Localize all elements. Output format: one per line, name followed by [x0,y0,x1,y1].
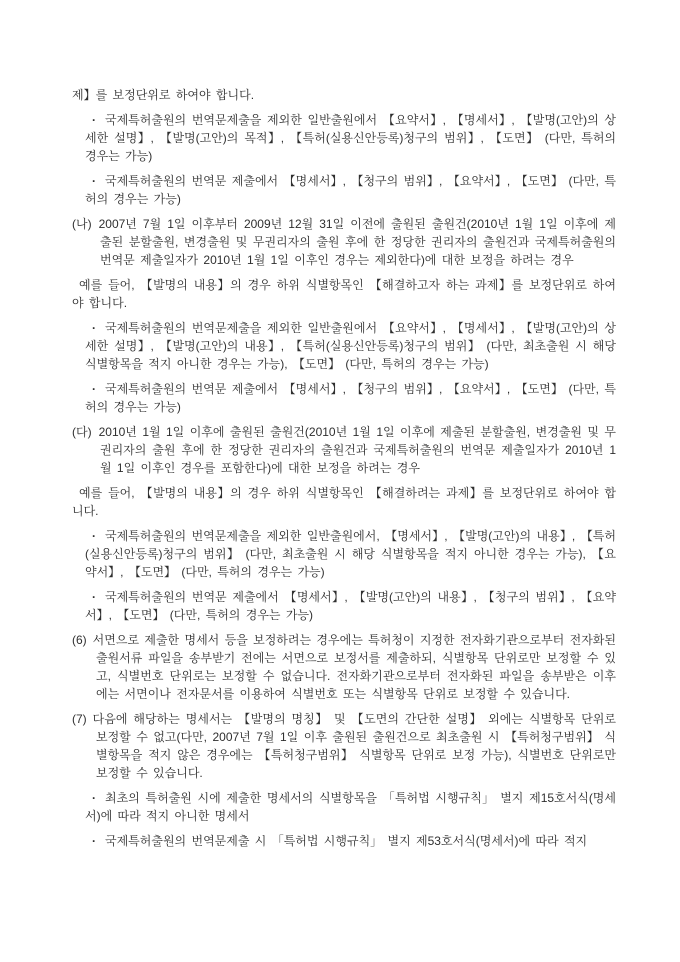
section-paragraph-da [72,423,616,477]
paragraph-text: 국제특허출원의 번역문 제출에서 【명세서】, 【청구의 범위】, 【요약서】, 【도면】 (다만, 특허의 경우는 가능) [85,382,616,414]
paragraph-text: 예를 들어, 【발명의 내용】의 경우 하위 식별항목인 【해결하려는 과제】를 보정단위로 하여야 합니다. [72,486,616,518]
section-label: (6) [72,633,87,647]
paragraph-text: 국제특허출원의 번역문 제출에서 【명세서】, 【청구의 범위】, 【요약서】, 【도면】 (다만, 특허의 경우는 가능) [85,174,616,206]
paragraph-text: 2007년 7월 1일 이후부터 2009년 12월 31일 이전에 출원된 출원건(2010년 1월 1일 이후에 제출된 분할출원, 변경출원 및 무권리자의 출원 후에 한 정당한 권리자의 출원건과 국제특허출원의 번역문 제출일자가 2010년 1월 1일 이후인 경우는 제외한다)에 대한 보정을 하려는 경우 [98,217,616,267]
paragraph-text: 예를 들어, 【발명의 내용】의 경우 하위 식별항목인 【해결하고자 하는 과제】를 보정단위로 하여야 합니다. [72,278,616,310]
paragraph-text: 2010년 1월 1일 이후에 출원된 출원건(2010년 1월 1일 이후에 제출된 분할출원, 변경출원 및 무권리자의 출원 후에 한 정당한 권리자의 출원건과 국제특허출원의 번역문 제출일자가 2010년 1월 1일 이후인 경우를 포함한다)에 대한 보정을 하려는 경우 [98,425,616,475]
paragraph-text: 제】를 보정단위로 하여야 합니다. [72,88,255,102]
paragraph-text: 다음에 해당하는 명세서는 【발명의 명칭】 및 【도면의 간단한 설명】 외에는 식별항목 단위로 보정할 수 없고(다만, 2007년 7월 1일 이후 출원된 출원건으로 최초출원 시 【특허청구범위】 식별항목을 적지 않은 경우에는 【특허청구범위】 식별항목 단위로 보정 가능), 식별번호 단위로만 보정할 수 있습니다. [92,712,616,780]
bullet-icon: · [92,174,96,188]
example-paragraph [72,276,616,312]
bullet-item [72,832,616,850]
section-label: (나) [72,217,92,231]
paragraph-text: 국제특허출원의 번역문 제출에서 【명세서】, 【발명(고안)의 내용】, 【청구의 범위】, 【요약서】, 【도면】 (다만, 특허의 경우는 가능) [85,590,616,622]
continuation-paragraph [72,86,616,104]
paragraph-text: 서면으로 제출한 명세서 등을 보정하려는 경우에는 특허청이 지정한 전자화기관으로부터 전자화된 출원서류 파일을 송부받기 전에는 서면으로 보정서를 제출하되, 식별항목 단위로만 보정할 수 있고, 식별번호 단위로는 보정할 수 없습니다. 전자화기관으로부터 전자화된 파일을 송부받은 이후에는 서면이나 전자문서를 이용하여 식별번호 또는 식별항목 단위로 보정할 수 있습니다. [92,633,616,701]
paragraph-text: 국제특허출원의 번역문제출을 제외한 일반출원에서 【요약서】, 【명세서】, 【발명(고안)의 상세한 설명】, 【발명(고안)의 내용】, 【특허(실용신안등록)청구의 범위】 (다만, 최초출원 시 해당 식별항목을 적지 아니한 경우는 가능), 【도면】 (다만, 특허의 경우는 가능) [85,321,616,371]
bullet-icon: · [92,382,96,396]
bullet-item [72,380,616,416]
bullet-icon: · [92,590,96,604]
paragraph-text: 국제특허출원의 번역문제출을 제외한 일반출원에서, 【명세서】, 【발명(고안)의 내용】, 【특허(실용신안등록)청구의 범위】 (다만, 최초출원 시 해당 식별항목을 적지 아니한 경우는 가능), 【요약서】, 【도면】 (다만, 특허의 경우는 가능) [85,529,616,579]
bullet-icon: · [92,113,96,127]
bullet-icon: · [92,529,96,543]
bullet-item [72,111,616,165]
bullet-item [72,789,616,825]
paragraph-text: 국제특허출원의 번역문제출 시 「특허법 시행규칙」 별지 제53호서식(명세서)에 따라 적지 [105,834,588,848]
bullet-item [72,527,616,581]
bullet-item [72,172,616,208]
example-paragraph [72,484,616,520]
section-paragraph-6 [72,631,616,703]
bullet-icon: · [92,834,96,848]
section-paragraph-7 [72,710,616,782]
section-paragraph-na [72,215,616,269]
paragraph-text: 국제특허출원의 번역문제출을 제외한 일반출원에서 【요약서】, 【명세서】, 【발명(고안)의 상세한 설명】, 【발명(고안)의 목적】, 【특허(실용신안등록)청구의 범위】, 【도면】 (다만, 특허의 경우는 가능) [85,113,616,163]
bullet-icon: · [92,321,96,335]
bullet-icon: · [92,791,96,805]
section-label: (다) [72,425,92,439]
section-label: (7) [72,712,87,726]
paragraph-text: 최초의 특허출원 시에 제출한 명세서의 식별항목을 「특허법 시행규칙」 별지 제15호서식(명세서)에 따라 적지 아니한 명세서 [85,791,616,823]
bullet-item [72,588,616,624]
bullet-item [72,319,616,373]
